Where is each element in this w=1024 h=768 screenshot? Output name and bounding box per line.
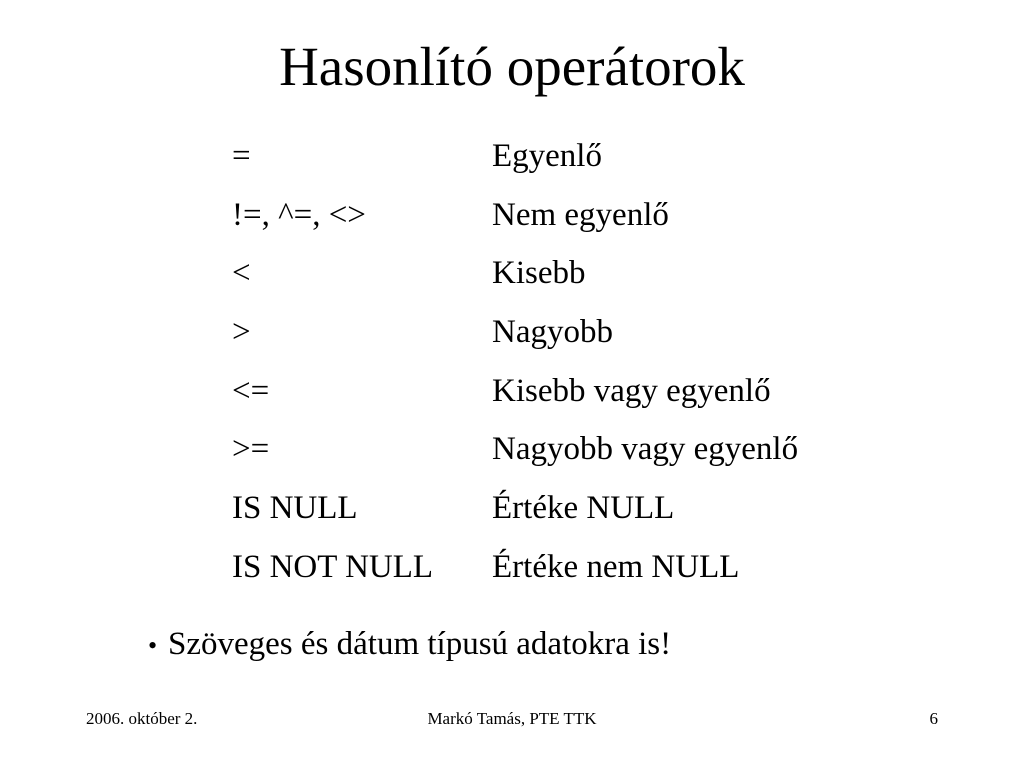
meaning-cell: Kisebb vagy egyenlő [492,372,771,409]
table-row [232,420,798,479]
meaning-cell: Kisebb [492,255,586,292]
operator-cell: IS NULL [232,489,358,526]
operators-table [232,127,798,597]
table-row [232,303,798,362]
bullet-marker: • [148,631,158,660]
operator-cell: !=, ^=, <> [232,196,366,233]
operator-cell: <= [232,372,270,409]
meaning-cell: Nem egyenlő [492,196,669,233]
footer-date: 2006. október 2. [86,709,198,728]
table-row [232,538,798,597]
bullet-item [148,622,671,668]
operator-cell: >= [232,431,270,468]
operator-cell: IS NOT NULL [232,548,434,585]
meaning-cell: Értéke nem NULL [492,548,740,585]
meaning-cell: Értéke NULL [492,489,675,526]
slide-title: Hasonlító operátorok [279,36,745,97]
table-row [232,479,798,538]
footer-page-number: 6 [929,709,938,728]
meaning-cell: Egyenlő [492,137,602,174]
operator-cell: = [232,137,251,174]
footer-author: Markó Tamás, PTE TTK [427,709,597,728]
meaning-cell: Nagyobb vagy egyenlő [492,431,799,468]
operator-cell: > [232,313,251,350]
table-row [232,362,798,421]
bullet-text: Szöveges és dátum típusú adatokra is! [168,626,672,662]
table-row [232,127,798,186]
meaning-cell: Nagyobb [492,313,613,350]
operator-cell: < [232,255,251,292]
table-row [232,244,798,303]
table-row [232,186,798,245]
